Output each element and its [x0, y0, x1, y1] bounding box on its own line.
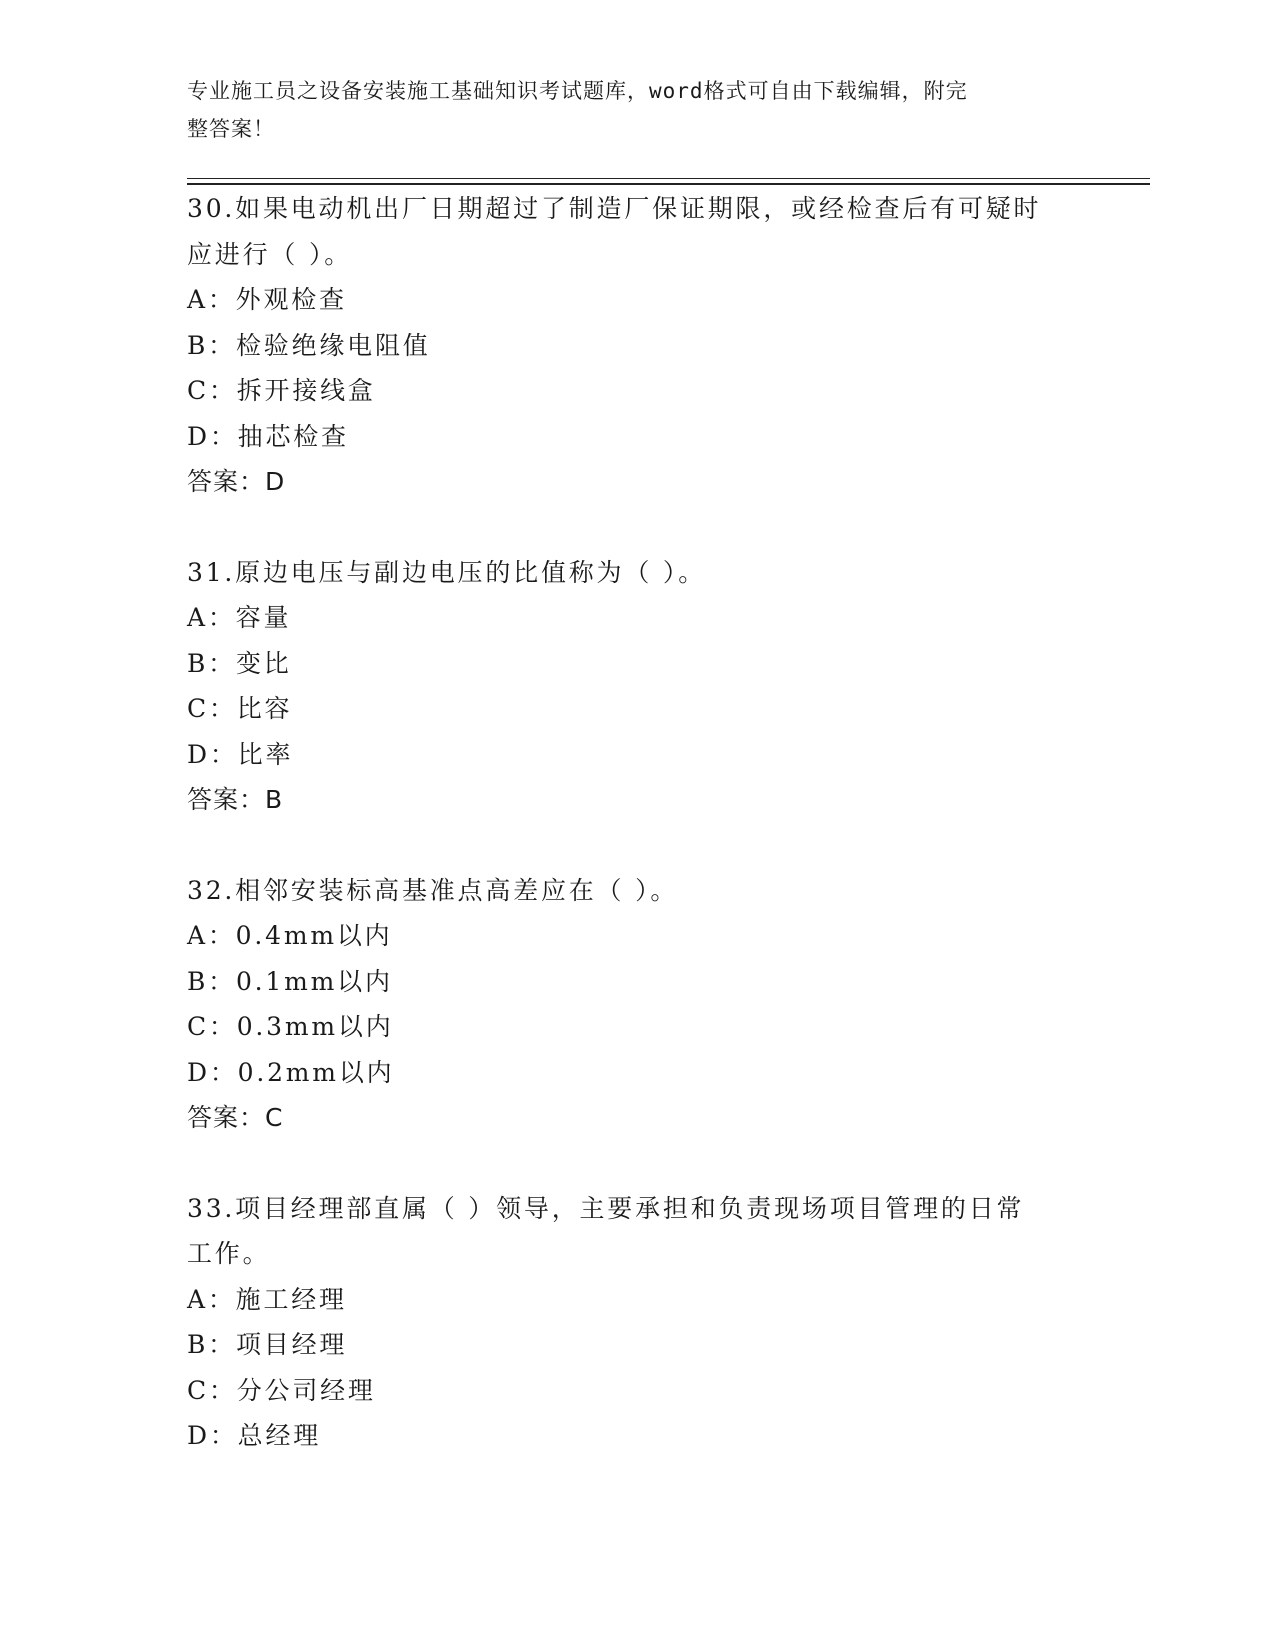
option-a: A：0.4mm以内: [187, 921, 393, 950]
option-a: A：容量: [187, 603, 292, 632]
question-stem-line: 32.相邻安装标高基准点高差应在（ ）。: [187, 875, 679, 905]
question-stem-line: 30.如果电动机出厂日期超过了制造厂保证期限，或经检查后有可疑时: [187, 194, 1042, 223]
question-stem-line: 应进行（ ）。: [187, 239, 353, 269]
question-item: [187, 186, 1087, 505]
question-stem-line: 31.原边电压与副边电压的比值称为（ ）。: [187, 557, 707, 587]
question-stem: [187, 186, 1087, 277]
option-d: D：总经理: [187, 1421, 322, 1450]
option-d: D：抽芯检查: [187, 421, 349, 451]
question-list: [187, 186, 1087, 1504]
question-stem: [187, 868, 1087, 914]
option-b: B：项目经理: [187, 1330, 348, 1359]
header-line-1: 专业施工员之设备安装施工基础知识考试题库，word格式可自由下载编辑，附完: [187, 79, 968, 103]
header-divider-thin: [187, 178, 1150, 179]
question-item: [187, 868, 1087, 1141]
option-b: B：0.1mm以内: [187, 966, 393, 996]
question-item: [187, 550, 1087, 823]
option-b: B：检验绝缘电阻值: [187, 330, 431, 360]
answer-line: 答案：C: [187, 1103, 284, 1132]
question-stem: [187, 550, 1087, 596]
option-d: D：0.2mm以内: [187, 1057, 395, 1087]
answer-line: 答案：D: [187, 467, 286, 496]
option-c: C：拆开接线盒: [187, 376, 376, 405]
option-a: A：施工经理: [187, 1284, 347, 1314]
header-divider-thick: [187, 183, 1150, 185]
document-header: [187, 72, 1067, 148]
option-b: B：变比: [187, 648, 292, 678]
option-c: C：0.3mm以内: [187, 1012, 394, 1041]
answer-line: 答案：B: [187, 785, 284, 814]
option-d: D：比率: [187, 739, 294, 769]
option-c: C：分公司经理: [187, 1375, 376, 1405]
header-line-2: 整答案！: [187, 117, 275, 141]
option-c: C：比容: [187, 694, 293, 723]
question-stem: [187, 1186, 1087, 1277]
question-item: [187, 1186, 1087, 1459]
question-stem-line: 工作。: [187, 1239, 271, 1268]
question-stem-line: 33.项目经理部直属（ ）领导，主要承担和负责现场项目管理的日常: [187, 1193, 1025, 1223]
option-a: A：外观检查: [187, 285, 347, 314]
